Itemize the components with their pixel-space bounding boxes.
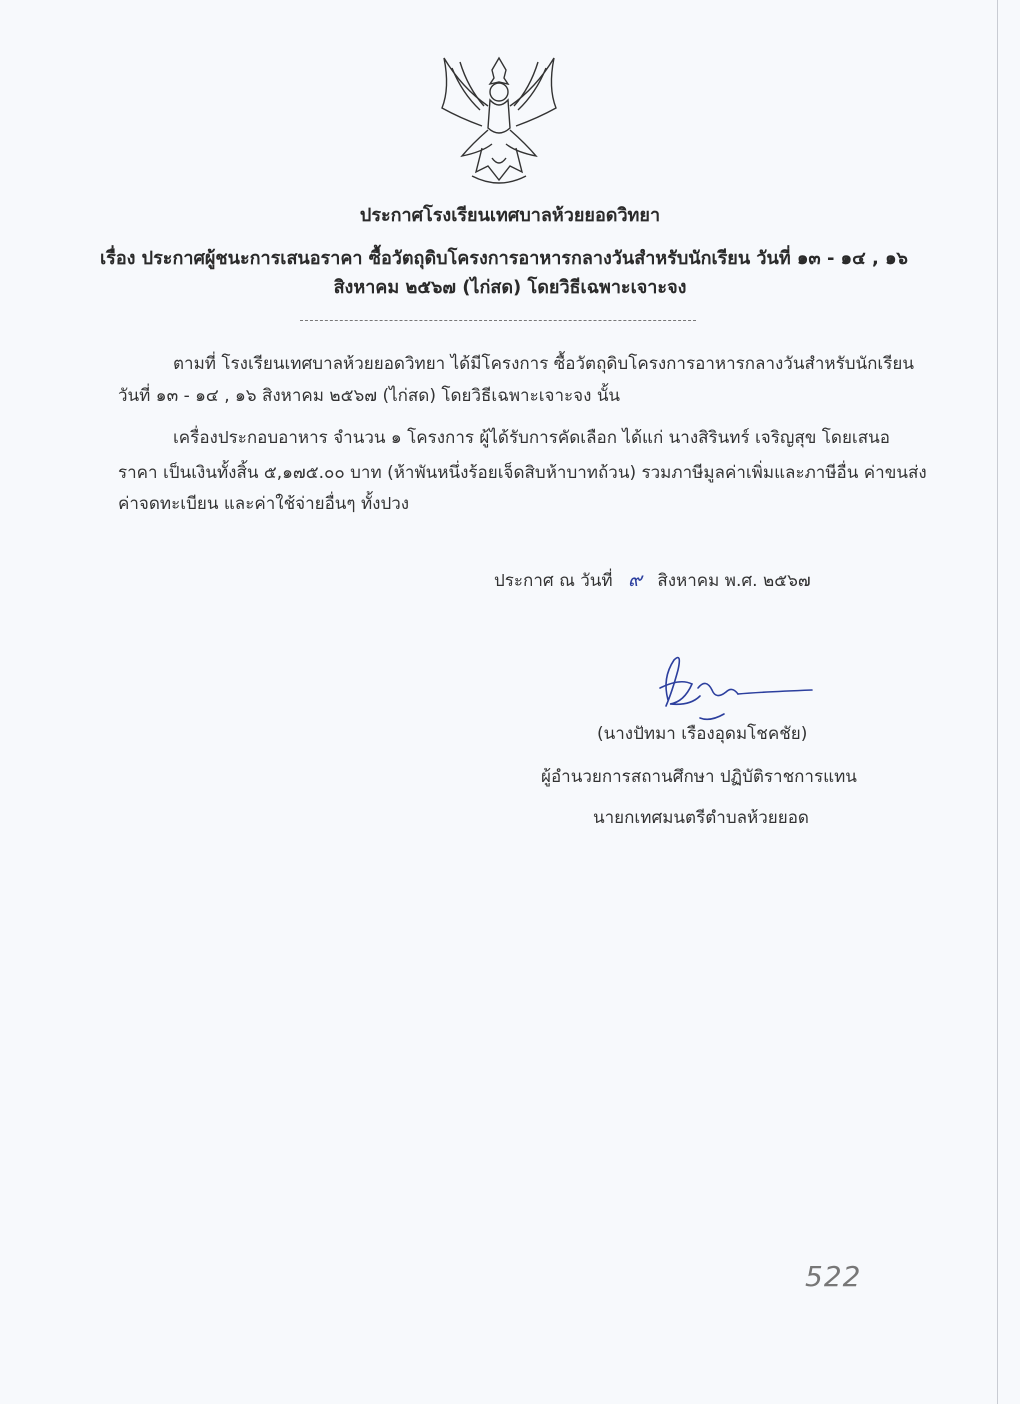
paragraph-2-line-2: ราคา เป็นเงินทั้งสิ้น ๕,๑๗๕.๐๐ บาท (ห้าพันหนึ่งร้อยเจ็ดสิบห้าบาทถ้วน) รวมภาษีมูลค่าเพิ่มและภาษีอื่น ค่าขนส่ง (118, 463, 927, 483)
handwritten-day: ๙ (628, 569, 642, 591)
signatory-name: (นางปัทมา เรืองอุดมโชคชัย) (597, 724, 808, 744)
announce-date-prefix: ประกาศ ณ วันที่ (494, 571, 613, 591)
announce-date-suffix: สิงหาคม พ.ศ. ๒๕๖๗ (657, 571, 811, 591)
handwritten-page-number: 522 (805, 1260, 862, 1293)
paragraph-1-line-1: ตามที่ โรงเรียนเทศบาลห้วยยอดวิทยา ได้มีโครงการ ซื้อวัตถุดิบโครงการอาหารกลางวันสำหรับนักเรียน (173, 354, 914, 374)
handwritten-signature (640, 648, 820, 728)
paragraph-1-line-2: วันที่ ๑๓ - ๑๔ , ๑๖ สิงหาคม ๒๕๖๗ (ไก่สด) โดยวิธีเฉพาะเจาะจง นั้น (118, 386, 621, 406)
signatory-position-2: นายกเทศมนตรีตำบลห้วยยอด (593, 808, 809, 828)
dashed-divider (300, 320, 696, 321)
subject-line-continued: สิงหาคม ๒๕๖๗ (ไก่สด) โดยวิธีเฉพาะเจาะจง (333, 277, 687, 298)
paragraph-2-line-3: ค่าจดทะเบียน และค่าใช้จ่ายอื่นๆ ทั้งปวง (118, 494, 410, 514)
subject-line: เรื่อง ประกาศผู้ชนะการเสนอราคา ซื้อวัตถุดิบโครงการอาหารกลางวันสำหรับนักเรียน วันที่ ๑๓ - ๑๔ , ๑๖ (100, 248, 908, 269)
announcement-title: ประกาศโรงเรียนเทศบาลห้วยยอดวิทยา (359, 205, 661, 226)
announce-date-line (494, 565, 811, 595)
paragraph-2-line-1: เครื่องประกอบอาหาร จำนวน ๑ โครงการ ผู้ได้รับการคัดเลือก ได้แก่ นางสิรินทร์ เจริญสุข โดยเสนอ (173, 428, 890, 448)
signatory-position-1: ผู้อำนวยการสถานศึกษา ปฏิบัติราชการแทน (541, 767, 857, 787)
garuda-emblem-icon (432, 48, 567, 190)
